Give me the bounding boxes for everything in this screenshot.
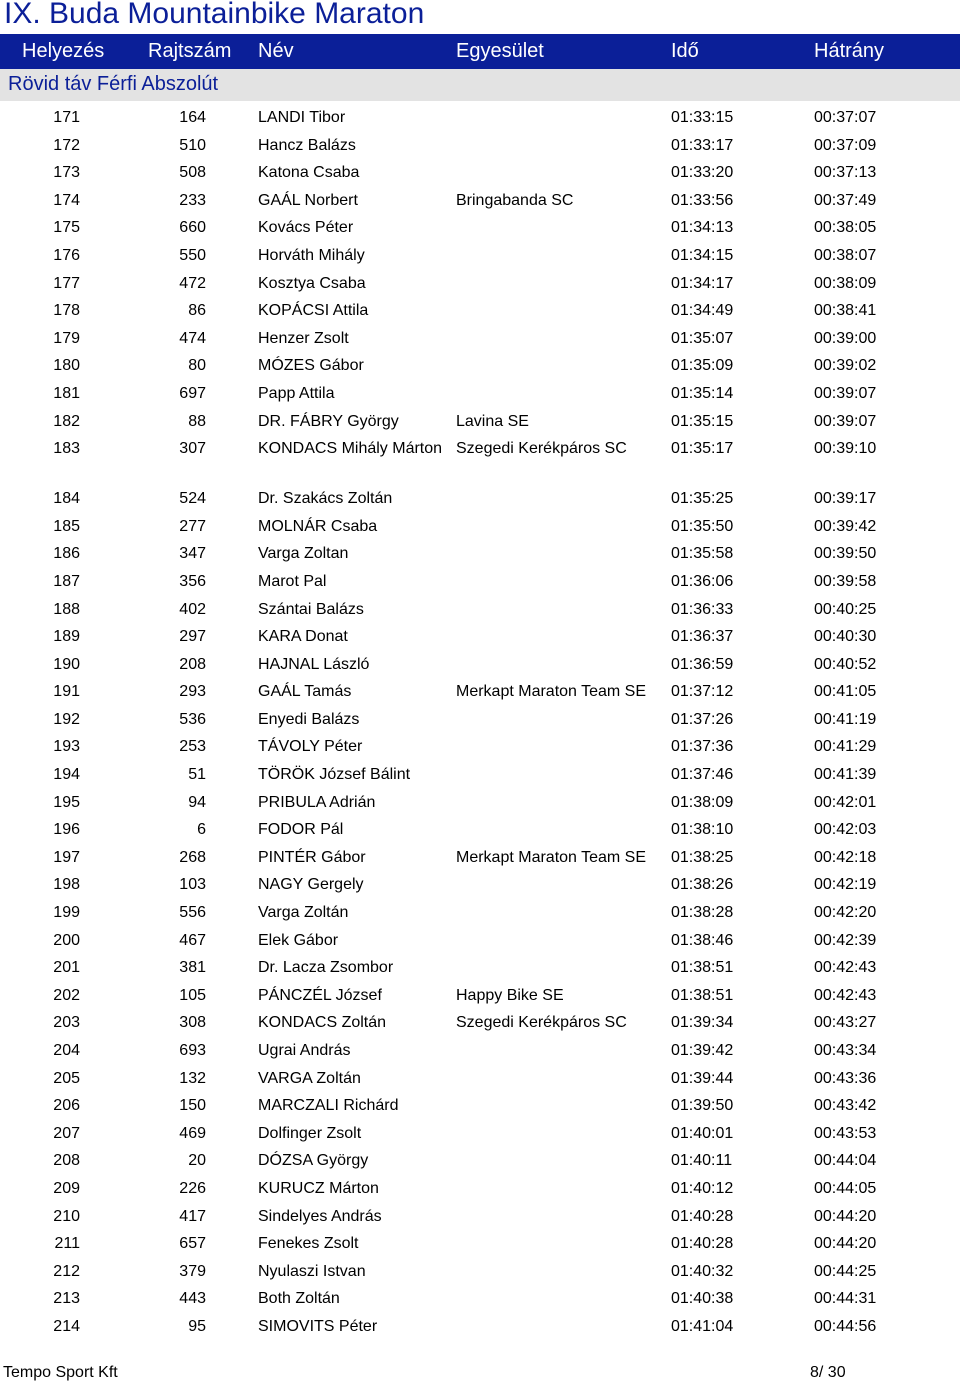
cell-name: Varga Zoltan: [258, 545, 349, 563]
cell-position: 209: [53, 1179, 80, 1197]
cell-time: 01:39:50: [671, 1097, 734, 1115]
cell-gap: 00:44:20: [814, 1235, 877, 1253]
table-row: [0, 294, 960, 322]
cell-name: Marot Pal: [258, 572, 327, 590]
cell-position: 189: [53, 628, 80, 646]
column-header-bar: [0, 34, 960, 69]
cell-gap: 00:43:42: [814, 1097, 877, 1115]
cell-position: 194: [53, 766, 80, 784]
cell-position: 196: [53, 821, 80, 839]
cell-bib: 253: [179, 738, 206, 756]
cell-bib: 150: [179, 1097, 206, 1115]
cell-position: 192: [53, 710, 80, 728]
cell-position: 203: [53, 1014, 80, 1032]
cell-position: 187: [53, 572, 80, 590]
cell-gap: 00:44:56: [814, 1317, 877, 1335]
cell-gap: 00:42:20: [814, 904, 877, 922]
cell-gap: 00:38:05: [814, 219, 877, 237]
cell-position: 212: [53, 1262, 80, 1280]
cell-position: 208: [53, 1152, 80, 1170]
cell-position: 183: [53, 440, 80, 458]
column-header-gap: Hátrány: [814, 40, 885, 62]
cell-time: 01:39:34: [671, 1014, 734, 1032]
footer-page-number: 8/ 30: [810, 1364, 846, 1381]
cell-name: Katona Csaba: [258, 164, 360, 182]
cell-name: GAÁL Norbert: [258, 191, 358, 209]
cell-gap: 00:39:58: [814, 572, 877, 590]
category-heading: [0, 69, 960, 101]
cell-position: 213: [53, 1290, 80, 1308]
table-row: [0, 267, 960, 295]
cell-gap: 00:42:43: [814, 986, 877, 1004]
cell-gap: 00:41:29: [814, 738, 877, 756]
cell-name: KARA Donat: [258, 628, 348, 646]
table-row: [0, 184, 960, 212]
cell-bib: 524: [179, 490, 206, 508]
cell-name: PINTÉR Gábor: [258, 848, 366, 866]
cell-name: PRIBULA Adrián: [258, 793, 376, 811]
cell-name: MÓZES Gábor: [258, 357, 364, 375]
cell-bib: 20: [188, 1152, 206, 1170]
cell-time: 01:34:49: [671, 302, 734, 320]
table-row: [0, 1062, 960, 1090]
cell-name: MOLNÁR Csaba: [258, 517, 378, 535]
cell-position: 180: [53, 357, 80, 375]
cell-bib: 103: [179, 876, 206, 894]
cell-bib: 356: [179, 572, 206, 590]
table-row: [0, 377, 960, 405]
cell-name: Szántai Balázs: [258, 600, 364, 618]
cell-bib: 469: [179, 1124, 206, 1142]
cell-bib: 105: [179, 986, 206, 1004]
cell-time: 01:35:25: [671, 490, 734, 508]
cell-time: 01:38:51: [671, 986, 734, 1004]
cell-name: Hancz Balázs: [258, 136, 356, 154]
table-row: [0, 1144, 960, 1172]
cell-name: DÓZSA György: [258, 1152, 369, 1170]
cell-gap: 00:44:25: [814, 1262, 877, 1280]
cell-gap: 00:39:02: [814, 357, 877, 375]
cell-time: 01:38:25: [671, 848, 734, 866]
cell-bib: 508: [179, 164, 206, 182]
cell-bib: 443: [179, 1290, 206, 1308]
cell-position: 193: [53, 738, 80, 756]
cell-club: Szegedi Kerékpáros SC: [456, 1014, 627, 1032]
table-row: [0, 129, 960, 157]
cell-time: 01:41:04: [671, 1317, 734, 1335]
cell-position: 184: [53, 490, 80, 508]
cell-name: FODOR Pál: [258, 821, 344, 839]
cell-time: 01:40:38: [671, 1290, 734, 1308]
cell-time: 01:33:56: [671, 191, 734, 209]
cell-gap: 00:43:53: [814, 1124, 877, 1142]
table-row: [0, 813, 960, 841]
cell-position: 214: [53, 1317, 80, 1335]
cell-time: 01:35:58: [671, 545, 734, 563]
cell-bib: 277: [179, 517, 206, 535]
cell-club: Szegedi Kerékpáros SC: [456, 440, 627, 458]
cell-position: 174: [53, 191, 80, 209]
cell-name: VARGA Zoltán: [258, 1069, 361, 1087]
cell-position: 201: [53, 959, 80, 977]
cell-bib: 95: [188, 1317, 206, 1335]
cell-time: 01:38:09: [671, 793, 734, 811]
cell-gap: 00:41:39: [814, 766, 877, 784]
table-row: [0, 239, 960, 267]
cell-bib: 379: [179, 1262, 206, 1280]
page-title: IX. Buda Mountainbike Maraton: [4, 0, 425, 30]
cell-name: PÁNCZÉL József: [258, 986, 382, 1004]
cell-bib: 94: [188, 793, 206, 811]
table-row: [0, 1034, 960, 1062]
table-row: [0, 1227, 960, 1255]
table-row: [0, 565, 960, 593]
cell-bib: 556: [179, 904, 206, 922]
table-row: [0, 510, 960, 538]
cell-bib: 381: [179, 959, 206, 977]
cell-gap: 00:39:07: [814, 384, 877, 402]
table-row: [0, 349, 960, 377]
cell-time: 01:40:28: [671, 1235, 734, 1253]
cell-name: Dolfinger Zsolt: [258, 1124, 362, 1142]
table-row: [0, 758, 960, 786]
cell-bib: 467: [179, 931, 206, 949]
cell-gap: 00:39:00: [814, 329, 877, 347]
cell-name: TÖRÖK József Bálint: [258, 766, 411, 784]
cell-time: 01:39:42: [671, 1042, 734, 1059]
cell-gap: 00:42:39: [814, 931, 877, 949]
cell-name: TÁVOLY Péter: [258, 738, 363, 756]
cell-gap: 00:42:03: [814, 821, 877, 839]
cell-time: 01:33:15: [671, 109, 734, 126]
cell-time: 01:33:20: [671, 164, 734, 182]
cell-name: Kovács Péter: [258, 219, 354, 237]
cell-position: 176: [53, 246, 80, 264]
page-footer: [0, 1364, 960, 1384]
cell-club: Lavina SE: [456, 412, 529, 430]
table-row: [0, 924, 960, 952]
cell-bib: 550: [179, 246, 206, 264]
cell-bib: 660: [179, 219, 206, 237]
cell-position: 177: [53, 274, 80, 292]
cell-gap: 00:37:09: [814, 136, 877, 154]
category-label: Rövid táv Férfi Abszolút: [8, 73, 219, 95]
table-row: [0, 730, 960, 758]
footer-company: Tempo Sport Kft: [3, 1364, 118, 1381]
cell-club: Happy Bike SE: [456, 986, 564, 1004]
cell-position: 190: [53, 655, 80, 673]
cell-position: 206: [53, 1097, 80, 1115]
cell-bib: 402: [179, 600, 206, 618]
cell-time: 01:38:28: [671, 904, 734, 922]
cell-gap: 00:42:19: [814, 876, 877, 894]
cell-position: 182: [53, 412, 80, 430]
cell-gap: 00:39:07: [814, 412, 877, 430]
cell-bib: 51: [188, 766, 206, 784]
cell-position: 185: [53, 517, 80, 535]
cell-time: 01:35:09: [671, 357, 734, 375]
table-row: [0, 405, 960, 433]
cell-time: 01:36:59: [671, 655, 734, 673]
cell-bib: 417: [179, 1207, 206, 1225]
table-row: [0, 1310, 960, 1338]
cell-gap: 00:40:25: [814, 600, 877, 618]
cell-time: 01:36:37: [671, 628, 734, 646]
table-row: [0, 703, 960, 731]
cell-name: KOPÁCSI Attila: [258, 302, 369, 320]
column-header-position: Helyezés: [22, 40, 105, 62]
cell-bib: 510: [179, 136, 206, 154]
cell-time: 01:35:50: [671, 517, 734, 535]
cell-position: 188: [53, 600, 80, 618]
cell-position: 199: [53, 904, 80, 922]
table-row: [0, 593, 960, 621]
cell-name: SIMOVITS Péter: [258, 1317, 378, 1335]
cell-gap: 00:41:19: [814, 710, 877, 728]
cell-name: LANDI Tibor: [258, 109, 346, 126]
table-row: [0, 1255, 960, 1283]
cell-name: Nyulaszi Istvan: [258, 1262, 366, 1280]
cell-bib: 308: [179, 1014, 206, 1032]
cell-bib: 208: [179, 655, 206, 673]
cell-name: Enyedi Balázs: [258, 710, 360, 728]
cell-time: 01:37:26: [671, 710, 734, 728]
cell-gap: 00:41:05: [814, 683, 877, 701]
cell-bib: 697: [179, 384, 206, 402]
cell-name: Dr. Lacza Zsombor: [258, 959, 394, 977]
table-row: [0, 620, 960, 648]
cell-name: NAGY Gergely: [258, 876, 364, 894]
cell-gap: 00:42:01: [814, 793, 877, 811]
cell-position: 211: [54, 1235, 80, 1253]
table-row: [0, 101, 960, 129]
cell-position: 207: [53, 1124, 80, 1142]
cell-time: 01:37:36: [671, 738, 734, 756]
table-row: [0, 432, 960, 482]
table-row: [0, 1282, 960, 1310]
cell-name: HAJNAL László: [258, 655, 370, 673]
cell-gap: 00:37:49: [814, 191, 877, 209]
cell-gap: 00:42:18: [814, 848, 877, 866]
cell-time: 01:38:10: [671, 821, 734, 839]
cell-gap: 00:43:36: [814, 1069, 877, 1087]
table-row: [0, 1006, 960, 1034]
cell-time: 01:36:33: [671, 600, 734, 618]
cell-name: Dr. Szakács Zoltán: [258, 490, 393, 508]
cell-gap: 00:44:20: [814, 1207, 877, 1225]
cell-position: 172: [53, 136, 80, 154]
cell-position: 195: [53, 793, 80, 811]
cell-club: Bringabanda SC: [456, 191, 574, 209]
cell-position: 205: [53, 1069, 80, 1087]
cell-bib: 307: [179, 440, 206, 458]
cell-time: 01:37:46: [671, 766, 734, 784]
cell-time: 01:34:13: [671, 219, 734, 237]
table-row: [0, 648, 960, 676]
cell-name: Sindelyes András: [258, 1207, 382, 1225]
cell-bib: 472: [179, 274, 206, 292]
cell-bib: 80: [188, 357, 206, 375]
cell-position: 198: [53, 876, 80, 894]
cell-name: Ugrai András: [258, 1042, 351, 1059]
table-row: [0, 1172, 960, 1200]
cell-time: 01:36:06: [671, 572, 734, 590]
table-row: [0, 979, 960, 1007]
results-table: [0, 101, 960, 1338]
cell-bib: 88: [188, 412, 206, 430]
cell-name: Fenekes Zsolt: [258, 1235, 359, 1253]
cell-name: KURUCZ Márton: [258, 1179, 379, 1197]
cell-position: 200: [53, 931, 80, 949]
cell-time: 01:34:15: [671, 246, 734, 264]
table-row: [0, 1089, 960, 1117]
cell-time: 01:35:15: [671, 412, 734, 430]
cell-bib: 164: [179, 109, 206, 126]
table-row: [0, 156, 960, 184]
cell-name: DR. FÁBRY György: [258, 412, 399, 430]
cell-time: 01:35:17: [671, 440, 734, 458]
cell-time: 01:38:46: [671, 931, 734, 949]
table-row: [0, 841, 960, 869]
table-row: [0, 1117, 960, 1145]
table-row: [0, 868, 960, 896]
cell-name: Horváth Mihály: [258, 246, 365, 264]
column-header-bib: Rajtszám: [148, 40, 232, 62]
cell-time: 01:37:12: [671, 683, 734, 701]
cell-name: Elek Gábor: [258, 931, 339, 949]
column-header-club: Egyesület: [456, 40, 544, 62]
cell-time: 01:40:28: [671, 1207, 734, 1225]
cell-time: 01:35:07: [671, 329, 734, 347]
column-header-time: Idő: [671, 40, 699, 62]
cell-gap: 00:38:09: [814, 274, 877, 292]
cell-time: 01:39:44: [671, 1069, 734, 1087]
cell-gap: 00:40:52: [814, 655, 877, 673]
cell-position: 197: [53, 848, 80, 866]
table-row: [0, 1200, 960, 1228]
cell-gap: 00:40:30: [814, 628, 877, 646]
cell-name: KONDACS Mihály Márton: [258, 440, 443, 458]
cell-bib: 693: [179, 1042, 206, 1059]
cell-name: Papp Attila: [258, 384, 335, 402]
table-row: [0, 482, 960, 510]
cell-gap: 00:39:50: [814, 545, 877, 563]
cell-club: Merkapt Maraton Team SE: [456, 683, 647, 701]
cell-gap: 00:38:41: [814, 302, 877, 320]
table-row: [0, 537, 960, 565]
cell-gap: 00:39:17: [814, 490, 877, 508]
cell-time: 01:38:26: [671, 876, 734, 894]
cell-gap: 00:38:07: [814, 246, 877, 264]
cell-name: MARCZALI Richárd: [258, 1097, 399, 1115]
cell-bib: 347: [179, 545, 206, 563]
cell-bib: 132: [179, 1069, 206, 1087]
cell-position: 210: [53, 1207, 80, 1225]
cell-time: 01:35:14: [671, 384, 734, 402]
cell-gap: 00:37:13: [814, 164, 877, 182]
cell-name: KONDACS Zoltán: [258, 1014, 387, 1032]
cell-bib: 226: [179, 1179, 206, 1197]
cell-bib: 6: [197, 821, 206, 839]
table-row: [0, 675, 960, 703]
cell-time: 01:40:01: [671, 1124, 734, 1142]
cell-position: 179: [53, 329, 80, 347]
cell-time: 01:40:11: [671, 1152, 733, 1170]
cell-gap: 00:39:10: [814, 440, 877, 458]
cell-name: Both Zoltán: [258, 1290, 340, 1308]
cell-bib: 657: [179, 1235, 206, 1253]
cell-position: 178: [53, 302, 80, 320]
cell-position: 191: [53, 683, 80, 701]
cell-bib: 297: [179, 628, 206, 646]
cell-gap: 00:44:31: [814, 1290, 877, 1308]
table-row: [0, 211, 960, 239]
cell-position: 175: [53, 219, 80, 237]
cell-gap: 00:42:43: [814, 959, 877, 977]
cell-name: Varga Zoltán: [258, 904, 349, 922]
cell-bib: 474: [179, 329, 206, 347]
cell-position: 186: [53, 545, 80, 563]
cell-position: 171: [53, 109, 80, 126]
cell-bib: 86: [188, 302, 206, 320]
cell-position: 181: [53, 384, 80, 402]
cell-position: 173: [53, 164, 80, 182]
cell-gap: 00:44:04: [814, 1152, 877, 1170]
cell-name: Kosztya Csaba: [258, 274, 366, 292]
cell-gap: 00:44:05: [814, 1179, 877, 1197]
cell-name: Henzer Zsolt: [258, 329, 349, 347]
cell-position: 204: [53, 1042, 80, 1059]
cell-gap: 00:39:42: [814, 517, 877, 535]
cell-bib: 268: [179, 848, 206, 866]
cell-time: 01:40:12: [671, 1179, 734, 1197]
cell-club: Merkapt Maraton Team SE: [456, 848, 647, 866]
cell-bib: 293: [179, 683, 206, 701]
column-header-name: Név: [258, 40, 294, 62]
cell-time: 01:40:32: [671, 1262, 734, 1280]
cell-gap: 00:43:27: [814, 1014, 877, 1032]
cell-time: 01:38:51: [671, 959, 734, 977]
cell-time: 01:33:17: [671, 136, 734, 154]
cell-position: 202: [53, 986, 80, 1004]
table-row: [0, 786, 960, 814]
table-row: [0, 896, 960, 924]
cell-name: GAÁL Tamás: [258, 683, 352, 701]
cell-gap: 00:37:07: [814, 109, 877, 126]
table-row: [0, 322, 960, 350]
cell-bib: 233: [179, 191, 206, 209]
table-row: [0, 951, 960, 979]
cell-bib: 536: [179, 710, 206, 728]
cell-gap: 00:43:34: [814, 1042, 877, 1059]
cell-time: 01:34:17: [671, 274, 734, 292]
